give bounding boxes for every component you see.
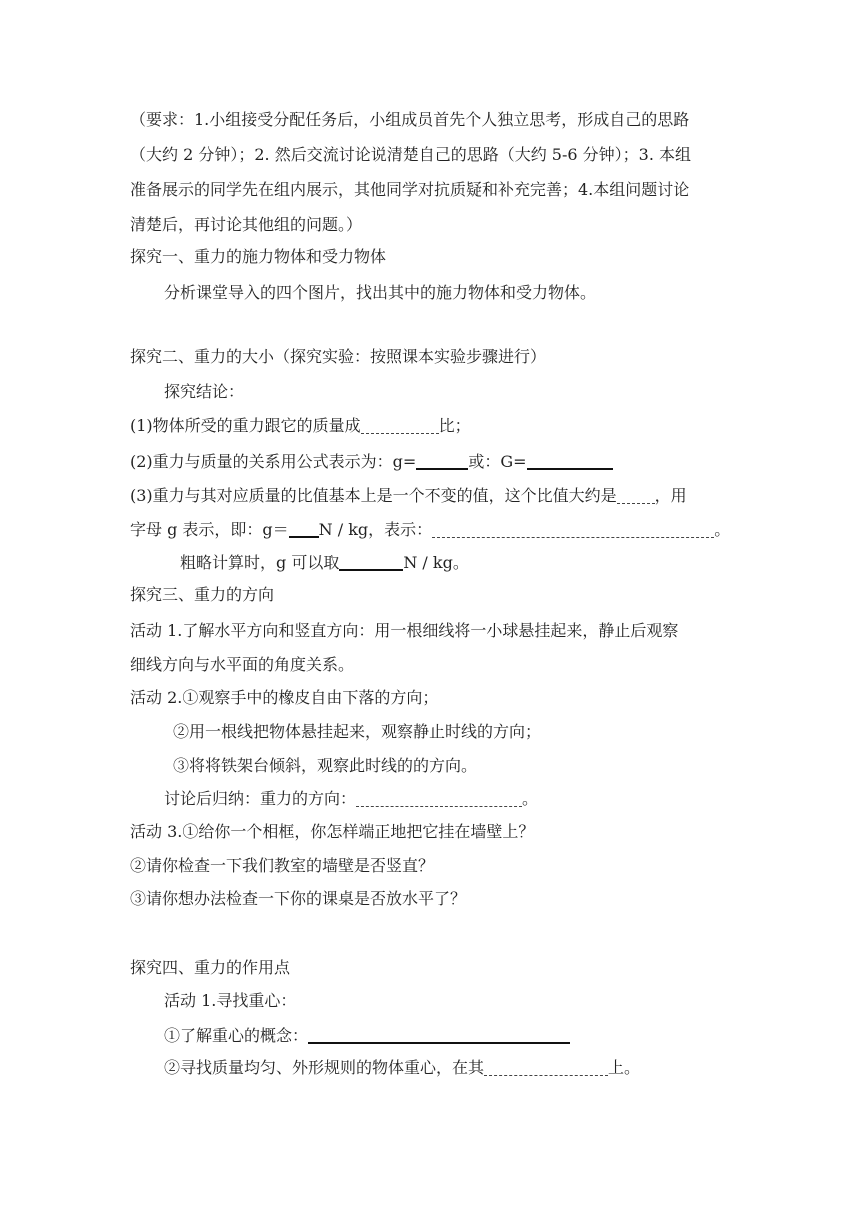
- question-3-line-2: [130, 518, 730, 540]
- activity-3-line-3: ③请你想办法检查一下你的课桌是否放水平了？: [130, 889, 467, 908]
- intro-line-2: （大约 2 分钟）；2. 然后交流讨论说清楚自己的思路（大约 5-6 分钟）；3. 本组: [130, 145, 691, 164]
- question-1: [130, 415, 471, 437]
- question-3-letter-text: 字母 g 表示，即：g＝: [130, 520, 289, 539]
- question-3-text: (3)重力与其对应质量的比值基本上是一个不变的值，这个比值大约是: [130, 486, 617, 505]
- section-1-body: 分析课堂导入的四个图片，找出其中的施力物体和受力物体。: [164, 283, 597, 302]
- blank-gravity-direction[interactable]: [356, 788, 522, 807]
- summary-end: 。: [522, 789, 539, 808]
- blank-center-concept[interactable]: [308, 1024, 570, 1044]
- question-1-text: (1)物体所受的重力跟它的质量成: [130, 416, 361, 435]
- activity-1-line-1: 活动 1.了解水平方向和竖直方向：用一根细线将一小球悬挂起来，静止后观察: [130, 621, 679, 640]
- summary-text: 讨论后归纳：重力的方向：: [164, 789, 357, 808]
- section-2-heading: 探究二、重力的大小（探究实验：按照课本实验步骤进行）: [130, 347, 547, 366]
- activity-3-line-1: 活动 3.①给你一个相框，你怎样端正地把它挂在墙壁上？: [130, 822, 535, 841]
- question-2-or: 或：G=: [468, 452, 527, 471]
- section-4-activity-1: 活动 1.寻找重心：: [164, 991, 297, 1010]
- intro-line-1: （要求：1.小组接受分配任务后，小组成员首先个人独立思考，形成自己的思路: [130, 110, 690, 129]
- blank-ratio-value[interactable]: [617, 485, 655, 504]
- section-4-heading: 探究四、重力的作用点: [130, 958, 291, 977]
- question-3-use: ，用: [654, 486, 687, 505]
- blank-g-value[interactable]: [289, 518, 319, 538]
- blank-g-rough[interactable]: [339, 551, 403, 571]
- activity-1-line-2: 细线方向与水平面的角度关系。: [130, 655, 355, 674]
- question-3-line-1: [130, 485, 687, 507]
- blank-center-location[interactable]: [484, 1057, 608, 1076]
- question-3-end: 。: [714, 520, 731, 539]
- section-1-heading: 探究一、重力的施力物体和受力物体: [130, 247, 387, 266]
- intro-line-4: 清楚后，再讨论其他组的问题。）: [130, 215, 363, 234]
- question-2: [130, 450, 613, 472]
- question-1-end: 比；: [438, 416, 471, 435]
- gravity-direction-summary: [164, 788, 538, 810]
- regular-object-end: 上。: [608, 1058, 641, 1077]
- regular-object-text: ②寻找质量均匀、外形规则的物体重心，在其: [164, 1058, 485, 1077]
- conclusion-label: 探究结论：: [164, 382, 245, 401]
- question-3-unit: N / kg，表示：: [318, 520, 433, 539]
- rough-calc: [180, 551, 469, 573]
- rough-calc-unit: N / kg。: [403, 553, 469, 572]
- rough-calc-text: 粗略计算时，g 可以取: [180, 553, 340, 572]
- activity-2-line-3: ③将将铁架台倾斜，观察此时线的的方向。: [173, 756, 478, 775]
- concept-text: ①了解重心的概念：: [164, 1026, 309, 1045]
- center-of-gravity-concept: [164, 1024, 570, 1046]
- question-2-text: (2)重力与质量的关系用公式表示为：g=: [130, 452, 417, 471]
- activity-3-line-2: ②请你检查一下我们教室的墙壁是否竖直？: [130, 856, 435, 875]
- regular-object-center: [164, 1057, 640, 1079]
- activity-2-line-2: ②用一根线把物体悬挂起来，观察静止时线的方向；: [173, 722, 542, 741]
- blank-G-formula[interactable]: [527, 450, 613, 470]
- blank-g-meaning[interactable]: [432, 519, 714, 538]
- intro-line-3: 准备展示的同学先在组内展示，其他同学对抗质疑和补充完善；4.本组问题讨论: [130, 180, 690, 199]
- blank-ratio[interactable]: [361, 415, 439, 434]
- activity-2-line-1: 活动 2.①观察手中的橡皮自由下落的方向；: [130, 688, 439, 707]
- blank-g-formula[interactable]: [416, 450, 468, 470]
- section-3-heading: 探究三、重力的方向: [130, 585, 275, 604]
